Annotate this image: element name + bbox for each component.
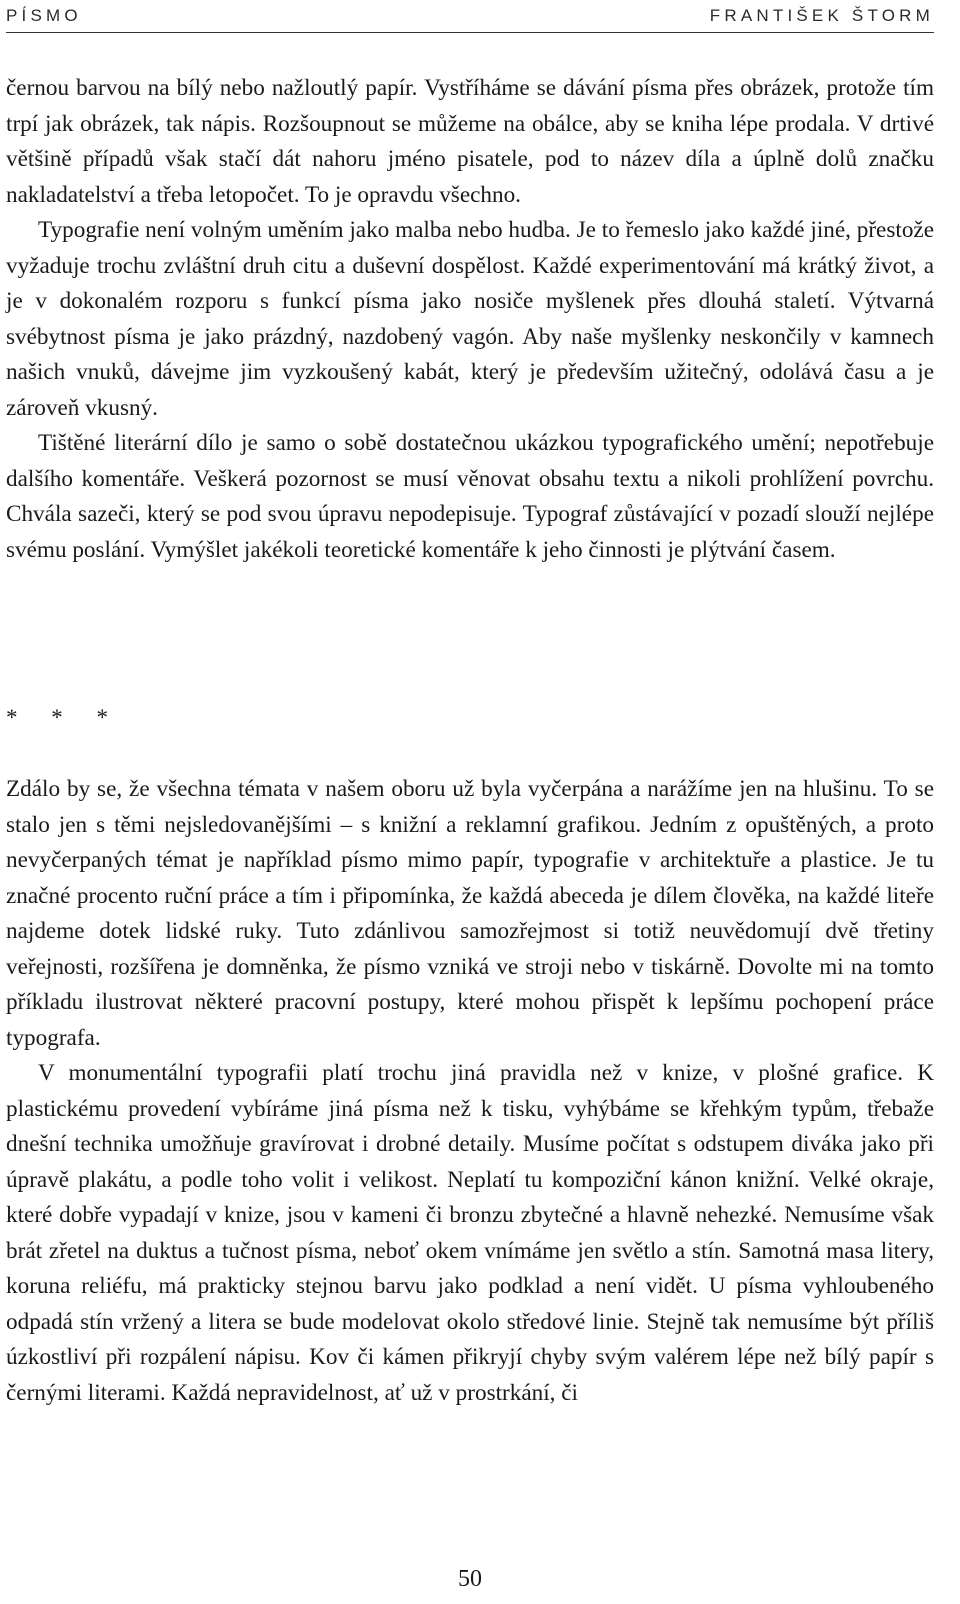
paragraph: Zdálo by se, že všechna témata v našem oboru už byla vyčerpána a narážíme jen na hlušinu. To se stalo jen s těmi nejsledovanějšími – s knižní a reklamní grafikou. Jedním z opuštěných, a proto nevyčerpaných témat je například písmo mimo papír, typografie v architektuře a plastice. Je tu značné procento ruční práce a tím i připomínka, že každá abeceda je dílem člověka, na každé liteře najdeme dotek lidské ruky. Tuto zdánlivou samozřejmost si totiž neuvědomují dvě třetiny veřejnosti, rozšířena je domněnka, že písmo vzniká ve stroji nebo v tiskárně. Dovolte mi na tomto příkladu ilustrovat některé pracovní postupy, které mohou přispět k lepšímu pochopení práce typografa.: [6, 776, 934, 1051]
text-section-2: [6, 772, 934, 1411]
paragraph: V monumentální typografii platí trochu jiná pravidla než v knize, v plošné grafice. K plastickému provedení vybíráme jiná písma než k tisku, vyhýbáme se křehkým typům, třebaže dnešní technika umožňuje gravírovat i drobné detaily. Musíme počítat s odstupem diváka jako při úpravě plakátu, a podle toho volit i velikost. Neplatí tu kompoziční kánon knižní. Velké okraje, které dobře vypadají v knize, jsou v kameni či bronzu zbytečné a hlavně nehezké. Nemusíme však brát zřetel na duktus a tučnost písma, neboť okem vnímáme jen světlo a stín. Samotná masa litery, koruna reliéfu, má prakticky stejnou barvu jako podklad a není vidět. U písma vyhloubeného odpadá stín vržený a litera se bude modelovat okolo středové linie. Stejně tak nemusíme být příliš úzkostliví při rozpálení nápisu. Kov či kámen přikryjí chyby svým valérem lépe než bílý papír s černými literami. Každá nepravidelnost, ať už v prostrkání, či: [6, 1060, 934, 1406]
paragraph: Tištěné literární dílo je samo o sobě dostatečnou ukázkou typografického umění; nepotřebuje dalšího komentáře. Veškerá pozornost se musí věnovat obsahu textu a nikoli prohlížení povrchu. Chvála sazeči, který se pod svou úpravu nepodepisuje. Typograf zůstávající v pozadí slouží nejlépe svému poslání. Vymýšlet jakékoli teoretické komentáře k jeho činnosti je plýtvání časem.: [6, 430, 934, 563]
section-separator: * * *: [6, 705, 122, 730]
header-author-name: FRANTIŠEK ŠTORM: [709, 6, 934, 25]
header-section-title: PÍSMO: [6, 6, 82, 25]
running-header: [6, 4, 934, 28]
header-divider: [6, 32, 934, 33]
paragraph: černou barvou na bílý nebo nažloutlý papír. Vystříháme se dávání písma přes obrázek, protože tím trpí jak obrázek, tak nápis. Rozšoupnout se můžeme na obálce, aby se kniha lépe prodala. V drtivé většině případů však stačí dát nahoru jméno pisatele, pod to název díla a úplně dolů značku nakladatelství a třeba letopočet. To je opravdu všechno.: [6, 75, 934, 208]
page-number: 50: [458, 1566, 482, 1592]
text-section-1: [6, 71, 934, 568]
paragraph: Typografie není volným uměním jako malba nebo hudba. Je to řemeslo jako každé jiné, přestože vyžaduje trochu zvláštní druh citu a duševní dospělost. Každé experimentování má krátký život, a je v dokonalém rozporu s funkcí písma jako nosiče myšlenek přes dlouhá staletí. Výtvarná svébytnost písma je jako prázdný, nazdobený vagón. Aby naše myšlenky neskončily v kamnech našich vnuků, dávejme jim vyzkoušený kabát, který je především užitečný, odolává času a je zároveň vkusný.: [6, 217, 934, 421]
